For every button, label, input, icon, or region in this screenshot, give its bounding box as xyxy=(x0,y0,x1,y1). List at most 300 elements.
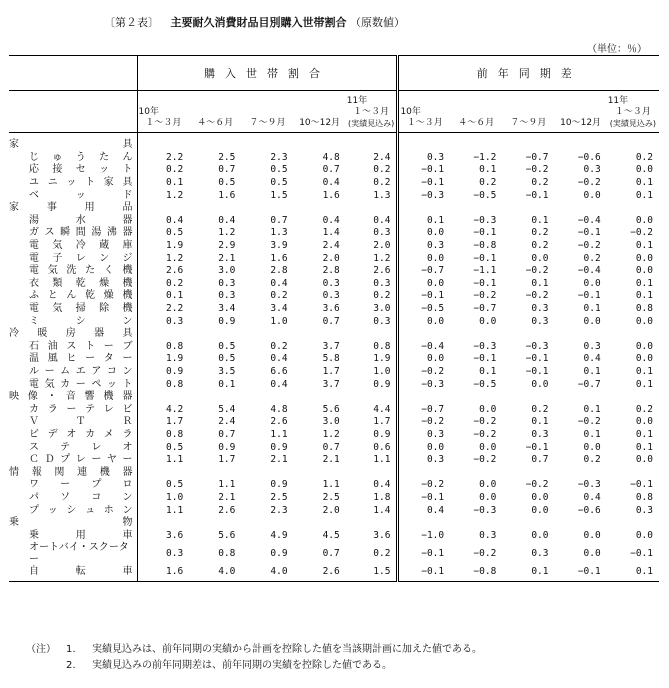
item-label: 電 子 レ ン ジ xyxy=(29,252,133,264)
value-cell xyxy=(502,466,554,479)
value-cell: 3.0 xyxy=(322,416,340,428)
value-cell: 0.2 xyxy=(583,454,601,466)
value-cell: −0.6 xyxy=(577,151,601,163)
value-cell xyxy=(607,466,659,479)
value-cell xyxy=(346,466,398,479)
value-cell: 3.0 xyxy=(373,303,391,315)
value-cell: 0.0 xyxy=(635,529,653,541)
value-cell: 2.9 xyxy=(218,240,236,252)
value-cell: 0.1 xyxy=(583,365,601,377)
table-row xyxy=(9,177,659,190)
value-cell: −0.7 xyxy=(577,378,601,390)
value-cell xyxy=(294,133,346,152)
value-cell: 0.0 xyxy=(531,491,549,503)
period-header-part: 10～12月 xyxy=(560,118,602,128)
value-cell: 4.2 xyxy=(137,403,189,416)
value-cell: −0.2 xyxy=(577,177,601,189)
item-label: Ｖ Ｔ Ｒ xyxy=(29,416,133,428)
value-cell: −0.3 xyxy=(473,504,497,516)
value-cell xyxy=(346,328,398,341)
value-cell xyxy=(607,517,659,530)
value-cell xyxy=(294,202,346,215)
value-cell: −0.7 xyxy=(525,151,549,163)
value-cell: 0.9 xyxy=(218,315,236,327)
value-cell: 0.5 xyxy=(137,227,189,240)
value-cell: 0.2 xyxy=(531,403,549,415)
value-cell: 2.2 xyxy=(137,303,189,316)
value-cell: 0.0 xyxy=(398,252,450,265)
value-cell: 5.6 xyxy=(322,403,340,415)
value-cell: −0.6 xyxy=(577,504,601,516)
table-row xyxy=(9,252,659,265)
value-cell: −0.7 xyxy=(398,403,450,416)
value-cell: 0.4 xyxy=(322,214,340,226)
value-cell xyxy=(346,202,398,215)
value-cell xyxy=(607,133,659,152)
value-cell: 1.5 xyxy=(270,189,288,201)
item-label: 乗 用 車 xyxy=(29,529,133,541)
value-cell: 1.8 xyxy=(373,491,391,503)
footnote-index: 1. xyxy=(66,644,76,655)
value-cell: 0.8 xyxy=(373,340,391,352)
value-cell: 1.7 xyxy=(322,365,340,377)
value-cell: 0.2 xyxy=(373,548,391,559)
value-cell: 0.2 xyxy=(373,177,391,189)
item-label: 電 気 掃 除 機 xyxy=(29,303,133,315)
value-cell xyxy=(346,391,398,404)
value-cell: −0.1 xyxy=(398,492,450,505)
value-cell: 0.3 xyxy=(137,315,189,328)
value-cell: −0.1 xyxy=(398,164,450,177)
value-cell: −0.2 xyxy=(630,227,653,239)
value-cell: −0.2 xyxy=(473,454,497,466)
value-cell: −0.1 xyxy=(473,277,497,289)
value-cell: 0.1 xyxy=(635,177,653,189)
value-cell: −0.2 xyxy=(398,416,450,429)
value-cell: −0.3 xyxy=(473,340,497,352)
value-cell: 3.6 xyxy=(322,303,340,315)
value-cell xyxy=(294,517,346,530)
value-cell: 0.0 xyxy=(635,214,653,226)
value-cell: −0.2 xyxy=(525,265,549,277)
category-label: 冷 暖 房 器 具 xyxy=(9,328,133,340)
table-row xyxy=(9,240,659,253)
value-cell: −0.3 xyxy=(398,378,450,391)
item-label: 応 接 セ ッ ト xyxy=(29,164,133,176)
value-cell: −0.1 xyxy=(577,290,601,302)
value-cell: 0.2 xyxy=(373,290,391,302)
period-header-part: 10年 xyxy=(400,107,421,117)
value-cell: 0.2 xyxy=(583,252,601,264)
value-cell: 2.2 xyxy=(137,152,189,165)
item-label: 電 気 冷 蔵 庫 xyxy=(29,240,133,252)
value-cell xyxy=(450,517,502,530)
data-table xyxy=(9,55,659,582)
item-label: 衣 類 乾 燥 機 xyxy=(29,277,133,289)
period-header xyxy=(502,91,554,133)
value-cell: 4.0 xyxy=(241,566,293,581)
value-cell: 0.8 xyxy=(635,303,653,315)
value-cell: 0.4 xyxy=(218,214,236,226)
value-cell: 0.1 xyxy=(502,566,554,581)
value-cell: 5.8 xyxy=(322,353,340,365)
footnotes xyxy=(26,642,482,674)
value-cell: 2.5 xyxy=(322,491,340,503)
value-cell: 0.0 xyxy=(479,441,497,453)
category-label: 情 報 関 連 機 器 xyxy=(9,466,133,478)
value-cell: 1.4 xyxy=(373,504,391,516)
value-cell: 0.0 xyxy=(635,252,653,264)
table-row xyxy=(9,416,659,429)
value-cell: 2.5 xyxy=(218,151,236,163)
value-cell xyxy=(189,517,241,530)
value-cell: 0.2 xyxy=(137,164,189,177)
value-cell: −0.8 xyxy=(450,566,502,581)
value-cell: 0.2 xyxy=(270,340,288,352)
value-cell: 0.3 xyxy=(531,315,549,327)
value-cell: 0.1 xyxy=(635,441,653,453)
item-label: Ｃ Ｄ プ レ ー ヤ ー xyxy=(29,454,133,466)
table-row xyxy=(9,454,659,467)
value-cell: −0.4 xyxy=(577,265,601,277)
value-cell: 1.2 xyxy=(322,428,340,440)
value-cell xyxy=(502,328,554,341)
value-cell xyxy=(607,391,659,404)
value-cell: 0.9 xyxy=(270,548,288,559)
value-cell: 1.2 xyxy=(218,227,236,239)
value-cell: −0.5 xyxy=(473,189,497,201)
value-cell: 0.9 xyxy=(373,378,391,390)
value-cell: 0.0 xyxy=(531,529,549,541)
value-cell: −0.7 xyxy=(398,265,450,278)
value-cell xyxy=(137,328,189,341)
value-cell: 2.0 xyxy=(373,240,391,252)
value-cell: 0.2 xyxy=(635,403,653,415)
category-row xyxy=(9,391,659,404)
value-cell: −1.0 xyxy=(398,529,450,542)
value-cell: −0.2 xyxy=(473,290,497,302)
value-cell: 0.3 xyxy=(218,290,236,302)
value-cell: 0.3 xyxy=(373,227,391,239)
period-header-part: ７～９月 xyxy=(510,118,547,128)
value-cell: 1.0 xyxy=(373,365,391,377)
period-header-part: １～３月 xyxy=(353,107,390,117)
value-cell: 0.5 xyxy=(270,177,288,189)
value-cell: 0.0 xyxy=(531,378,549,390)
value-cell: 0.0 xyxy=(479,479,497,491)
value-cell: −0.3 xyxy=(525,340,549,352)
item-label: 電 気 洗 た く 機 xyxy=(29,265,133,277)
value-cell: 0.0 xyxy=(635,416,653,428)
value-cell xyxy=(137,391,189,404)
value-cell xyxy=(398,391,450,404)
value-cell: 6.6 xyxy=(270,365,288,377)
value-cell: 3.4 xyxy=(218,303,236,315)
value-cell: −0.1 xyxy=(398,542,450,566)
value-cell: 0.5 xyxy=(218,353,236,365)
table-row xyxy=(9,265,659,278)
value-cell: 2.6 xyxy=(270,416,288,428)
value-cell: 0.8 xyxy=(137,429,189,442)
value-cell xyxy=(450,133,502,152)
value-cell: 0.1 xyxy=(531,416,549,428)
value-cell: 1.1 xyxy=(137,504,189,517)
category-row xyxy=(9,133,659,152)
value-cell: 0.0 xyxy=(635,265,653,277)
value-cell: 1.0 xyxy=(270,315,288,327)
footnote-lead: （注） xyxy=(26,644,56,655)
value-cell: 2.1 xyxy=(218,491,236,503)
value-cell: 3.4 xyxy=(270,303,288,315)
value-cell: −0.1 xyxy=(473,353,497,365)
value-cell: 0.2 xyxy=(635,151,653,163)
item-label: ワ ー プ ロ xyxy=(29,479,133,491)
value-cell: 3.7 xyxy=(322,340,340,352)
value-cell xyxy=(189,133,241,152)
value-cell xyxy=(555,391,607,404)
value-cell: −0.2 xyxy=(398,366,450,379)
item-header-blank-2 xyxy=(9,91,137,133)
value-cell xyxy=(555,202,607,215)
value-cell xyxy=(555,517,607,530)
value-cell xyxy=(137,202,189,215)
table-row xyxy=(9,378,659,391)
value-cell: 1.2 xyxy=(137,252,189,265)
value-cell xyxy=(241,328,293,341)
value-cell: −0.1 xyxy=(398,566,450,581)
value-cell: 0.1 xyxy=(531,214,549,226)
value-cell: 2.1 xyxy=(270,454,288,466)
value-cell: 0.0 xyxy=(583,529,601,541)
value-cell: 0.4 xyxy=(583,491,601,503)
value-cell: 0.0 xyxy=(398,353,450,366)
value-cell: 3.9 xyxy=(270,240,288,252)
period-header-part: １～３月 xyxy=(614,107,651,117)
value-cell: 0.3 xyxy=(583,340,601,352)
value-cell: 2.0 xyxy=(322,504,340,516)
category-label: 乗 物 xyxy=(9,517,133,529)
value-cell xyxy=(137,517,189,530)
value-cell: 1.4 xyxy=(322,227,340,239)
value-cell: 3.6 xyxy=(137,529,189,542)
value-cell: 0.1 xyxy=(635,189,653,201)
item-label: 電 気 カ ー ペ ッ ト xyxy=(29,378,133,390)
value-cell: −0.3 xyxy=(398,189,450,202)
value-cell: 0.1 xyxy=(635,428,653,440)
value-cell: 2.3 xyxy=(270,504,288,516)
value-cell: 0.2 xyxy=(137,278,189,291)
item-label: ミ シ ン xyxy=(29,315,133,327)
value-cell: 1.6 xyxy=(137,566,189,581)
value-cell: −0.5 xyxy=(473,378,497,390)
value-cell: 0.5 xyxy=(270,164,288,176)
item-label: じ ゅ う た ん xyxy=(29,151,133,163)
value-cell xyxy=(502,517,554,530)
item-label: プ ッ シ ュ ホ ン xyxy=(29,504,133,516)
value-cell: 1.0 xyxy=(137,492,189,505)
value-cell: 0.3 xyxy=(531,303,549,315)
value-cell xyxy=(294,391,346,404)
value-cell xyxy=(450,391,502,404)
table-row xyxy=(9,278,659,291)
value-cell: 1.2 xyxy=(137,189,189,202)
value-cell: 0.0 xyxy=(635,454,653,466)
value-cell: 0.0 xyxy=(398,315,450,328)
table-title-suffix: （原数値） xyxy=(350,16,405,29)
value-cell: −0.7 xyxy=(473,303,497,315)
value-cell: 0.9 xyxy=(270,479,288,491)
value-cell: 0.7 xyxy=(322,164,340,176)
value-cell: 1.1 xyxy=(322,479,340,491)
table-row xyxy=(9,353,659,366)
value-cell xyxy=(555,133,607,152)
value-cell: 1.9 xyxy=(137,353,189,366)
value-cell xyxy=(137,133,189,152)
value-cell xyxy=(450,466,502,479)
value-cell: −0.2 xyxy=(525,164,549,176)
value-cell xyxy=(241,133,293,152)
item-label: ビ デ オ カ メ ラ xyxy=(29,428,133,440)
value-cell: 3.0 xyxy=(218,265,236,277)
value-cell: 0.8 xyxy=(218,548,236,559)
period-header-part: (実績見込み) xyxy=(609,119,656,128)
value-cell xyxy=(450,202,502,215)
value-cell: 1.1 xyxy=(373,454,391,466)
value-cell xyxy=(346,133,398,152)
period-header xyxy=(294,91,346,133)
period-header xyxy=(346,91,398,133)
value-cell: 0.8 xyxy=(137,341,189,354)
value-cell: 0.2 xyxy=(479,177,497,189)
value-cell: 1.3 xyxy=(270,227,288,239)
item-label: パ ソ コ ン xyxy=(29,491,133,503)
value-cell: 0.9 xyxy=(270,441,288,453)
table-row xyxy=(9,164,659,177)
value-cell: 1.1 xyxy=(218,479,236,491)
value-cell: 4.4 xyxy=(373,403,391,415)
value-cell: 0.1 xyxy=(479,365,497,377)
value-cell: 4.9 xyxy=(270,529,288,541)
table-row xyxy=(9,479,659,492)
category-row xyxy=(9,328,659,341)
value-cell: 0.3 xyxy=(398,429,450,442)
value-cell: 0.1 xyxy=(137,290,189,303)
value-cell: 1.1 xyxy=(137,454,189,467)
value-cell: 0.1 xyxy=(479,164,497,176)
value-cell: 2.0 xyxy=(322,252,340,264)
value-cell: 2.6 xyxy=(137,265,189,278)
value-cell: −0.1 xyxy=(525,365,549,377)
value-cell: 4.8 xyxy=(322,151,340,163)
value-cell: 0.8 xyxy=(137,378,189,391)
period-header-part: ４～６月 xyxy=(458,118,495,128)
category-row xyxy=(9,517,659,530)
value-cell: 1.2 xyxy=(373,252,391,264)
table-title-main: 主要耐久消費財品目別購入世帯割合 xyxy=(170,16,347,29)
table-row xyxy=(9,403,659,416)
value-cell: 0.0 xyxy=(479,403,497,415)
value-cell: 0.7 xyxy=(322,548,340,559)
value-cell: 4.0 xyxy=(189,566,241,581)
value-cell: 5.4 xyxy=(218,403,236,415)
value-cell: −1.1 xyxy=(473,265,497,277)
table-row xyxy=(9,303,659,316)
item-label: ふ と ん 乾 燥 機 xyxy=(29,290,133,302)
value-cell: 0.3 xyxy=(583,164,601,176)
value-cell xyxy=(189,391,241,404)
value-cell: 0.4 xyxy=(137,215,189,228)
value-cell: 0.0 xyxy=(531,504,549,516)
value-cell: 3.5 xyxy=(218,365,236,377)
value-cell: 1.7 xyxy=(373,416,391,428)
footnote-index: 2. xyxy=(66,660,76,671)
value-cell: 0.0 xyxy=(531,252,549,264)
value-cell: 0.3 xyxy=(322,290,340,302)
value-cell: 0.3 xyxy=(218,277,236,289)
value-cell: 1.7 xyxy=(218,454,236,466)
value-cell: 0.5 xyxy=(218,340,236,352)
value-cell: 0.2 xyxy=(531,240,549,252)
table-row xyxy=(9,542,659,566)
value-cell: 2.4 xyxy=(322,240,340,252)
value-cell: −0.1 xyxy=(630,479,653,491)
period-header xyxy=(189,91,241,133)
value-cell: 2.6 xyxy=(218,504,236,516)
value-cell: 0.2 xyxy=(270,290,288,302)
table-row xyxy=(9,441,659,454)
value-cell: 0.0 xyxy=(479,315,497,327)
table-row xyxy=(9,529,659,542)
value-cell: 0.4 xyxy=(270,378,288,390)
value-cell: 0.0 xyxy=(583,277,601,289)
value-cell: 0.9 xyxy=(137,366,189,379)
value-cell: 0.3 xyxy=(373,277,391,289)
item-label: ユ ニ ッ ト 家 具 xyxy=(29,177,133,189)
value-cell: −0.2 xyxy=(473,416,497,428)
value-cell: −0.2 xyxy=(473,428,497,440)
value-cell: −0.3 xyxy=(577,479,601,491)
value-cell: 5.6 xyxy=(218,529,236,541)
value-cell: 0.5 xyxy=(137,479,189,492)
value-cell: 0.1 xyxy=(137,177,189,190)
value-cell: 0.4 xyxy=(373,479,391,491)
value-cell: 0.3 xyxy=(531,548,549,559)
value-cell: 0.1 xyxy=(635,290,653,302)
value-cell xyxy=(241,202,293,215)
group-header-yoy-diff: 前年同期差 xyxy=(398,56,659,91)
value-cell: 1.3 xyxy=(373,189,391,201)
value-cell: 0.0 xyxy=(635,340,653,352)
value-cell: −1.2 xyxy=(473,151,497,163)
table-row xyxy=(9,341,659,354)
footnote xyxy=(26,658,482,674)
value-cell xyxy=(555,328,607,341)
value-cell: 0.0 xyxy=(583,315,601,327)
period-header-part: 10年 xyxy=(138,107,159,117)
value-cell: 0.0 xyxy=(635,315,653,327)
value-cell: −0.1 xyxy=(525,189,549,201)
value-cell: 0.7 xyxy=(531,454,549,466)
value-cell: 0.0 xyxy=(398,227,450,240)
value-cell: 0.2 xyxy=(531,177,549,189)
period-header xyxy=(555,91,607,133)
value-cell xyxy=(137,466,189,479)
value-cell xyxy=(502,202,554,215)
value-cell: 0.0 xyxy=(583,441,601,453)
item-label: 石 油 ス ト ー ブ xyxy=(29,340,133,352)
value-cell: 0.1 xyxy=(635,277,653,289)
period-header-part: １～３月 xyxy=(145,118,182,128)
